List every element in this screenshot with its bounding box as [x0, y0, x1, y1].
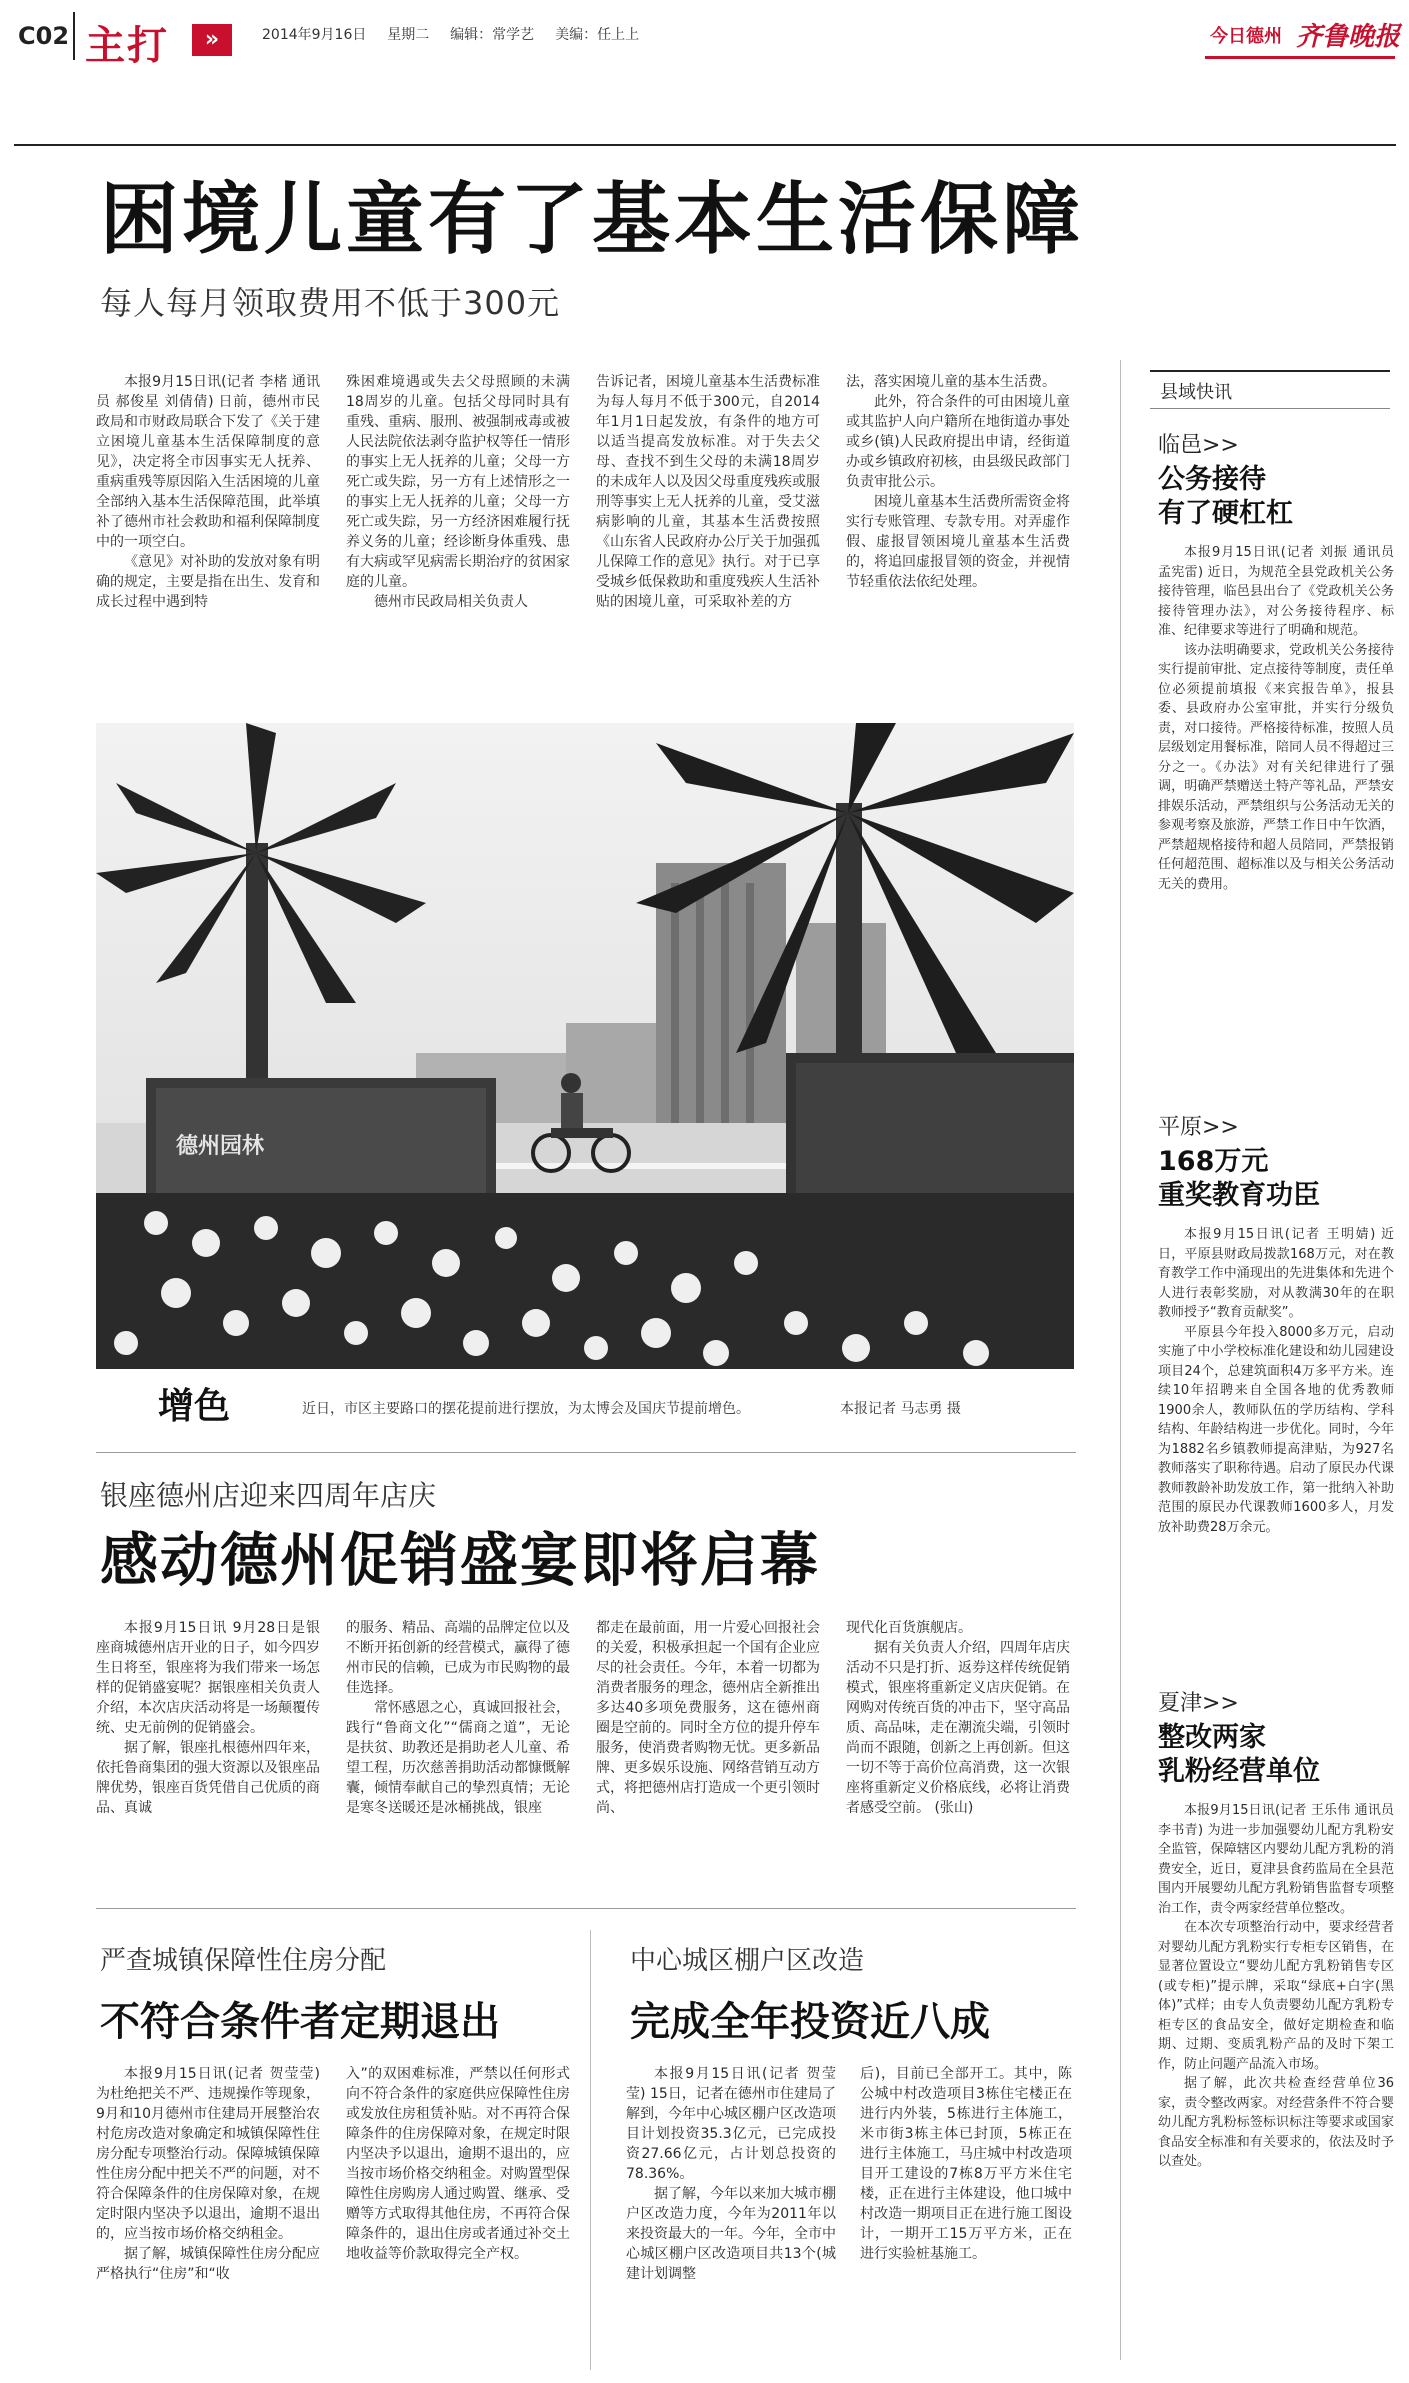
housing-col-1-para: 本报9月15日讯(记者 贺莹莹) 为杜绝把关不严、违规操作等现象，9月和10月德州市住建局开展整治农村危房改造对象确定和城镇保障性住房分配专项整治行动。保障城镇保障性住房分配中把关不严的问题，对不符合保障条件的住房保障对象，在规定时限内坚决予以退出，逾期不退出的，应当按市场价格交纳租金。 — [96, 2066, 320, 2242]
sidebar-item-para: 本报9月15日讯(记者 王乐伟 通讯员 李书青) 为进一步加强婴幼儿配方乳粉安全监管，保障辖区内婴幼儿配方乳粉的消费安全，近日，夏津县食药监局在全县范围内开展婴幼儿配方乳粉销售监督专项整治工作，责令两家经营单位整改。 — [1158, 1803, 1394, 1916]
lead-col-2-para: 殊困难境遇或失去父母照顾的未满18周岁的儿童。包括父母同时具有重残、重病、服刑、被强制戒毒或被人民法院依法剥夺监护权等任一情形的事实上无人抚养的儿童；父母一方死亡或失踪，另一方有上述情形之一的事实上无人抚养的儿童；父母一方死亡或失踪，另一方经济困难履行抚养义务的儿童；经诊断身体重残、患有大病或罕见病需长期治疗的贫困家庭的儿童。 — [346, 374, 570, 590]
header-rule — [14, 144, 1396, 146]
lead-col-1-para: 本报9月15日讯(记者 李楮 通讯员 郝俊星 刘倩倩) 日前，德州市民政局和市财政局联合下发了《关于建立困境儿童基本生活保障制度的意见》，决定将全市因事实无人抚养、重病重残等原因陷入生活困境的儿童全部纳入基本生活保障范围，此举填补了德州市社会救助和福利保障制度中的一项空白。 — [96, 374, 320, 550]
lead-col-2-para: 德州市民政局相关负责人 — [374, 594, 528, 610]
promo-headline: 感动德州促销盛宴即将启幕 — [100, 1526, 821, 1594]
issue-date: 2014年9月16日 — [262, 27, 367, 43]
promo-col-1 — [96, 1618, 320, 1818]
lead-col-3-para: 告诉记者，困境儿童基本生活费标准为每人每月不低于300元，自2014年1月1日起发放，有条件的地方可以适当提高发放标准。对于失去父母、查找不到生父母的未满18周岁的未成年人以及因父母重度残疾或服刑等事实上无人抚养的儿童，受艾滋病影响的儿童，其基本生活费按照《山东省人民政府办公厅关于加强孤儿保障工作的意见》执行。对于已享受城乡低保救助和重度残疾人生活补贴的困境儿童，可采取补差的方 — [596, 374, 820, 610]
housing-col-2 — [346, 2064, 570, 2264]
photo-caption-title: 增色 — [158, 1386, 231, 1427]
sidebar-item-para: 本报9月15日讯(记者 王明婧) 近日，平原县财政局拨款168万元，对在教育教学工作中涌现出的先进集体和先进个人进行表彰奖励，对从教满30年的在职教师授予“教育贡献奖”。 — [1158, 1227, 1394, 1320]
page-header — [0, 0, 1409, 150]
shantytown-col-2 — [860, 2064, 1072, 2264]
page-number: C02 — [18, 22, 70, 50]
section-divider — [96, 1452, 1076, 1453]
paper-logo: 齐鲁晚报 — [1296, 22, 1401, 52]
sidebar-divider — [1120, 360, 1121, 2360]
lead-col-1-para: 《意见》对补助的发放对象有明确的规定，主要是指在出生、发育和成长过程中遇到特 — [96, 554, 320, 610]
sidebar-item-pingyuan — [1158, 1110, 1394, 1537]
header-rule-red — [1205, 56, 1395, 59]
sidebar-label-rule-top — [1150, 370, 1390, 372]
sidebar-item-body — [1158, 543, 1394, 894]
sidebar-item-headline: 有了硬杠杠 — [1158, 498, 1293, 529]
promo-col-1-para: 本报9月15日讯 9月28日是银座商城德州店开业的日子，如今四岁生日将至，银座将为我们带来一场怎样的促销盛宴呢？据银座相关负责人介绍，本次店庆活动将是一场颠覆传统、史无前例的促销盛会。 — [96, 1620, 320, 1736]
sidebar-item-para: 平原县今年投入8000多万元，启动实施了中小学校标准化建设和幼儿园建设项目24个，总建筑面积4万多平方米。连续10年招聘来自全国各地的优秀教师1900余人，教师队伍的学历结构、学科结构、年龄结构进一步优化。同时，今年为1882名乡镇教师提高津贴，为927名教师落实了职称待遇。启动了原民办代课教师教龄补助发放工作，第一批纳入补助范围的原民办代课教师1600多人，月发放补助费28万余元。 — [1158, 1324, 1394, 1535]
sidebar-item-headline: 整改两家 — [1158, 1722, 1266, 1753]
lead-col-2 — [346, 372, 570, 612]
header-divider-vertical — [73, 12, 75, 60]
section-divider — [96, 1908, 1076, 1909]
promo-col-1-para: 据了解，银座扎根德州四年来，依托鲁商集团的强大资源以及银座品牌优势，银座百货凭借自己优质的商品、真诚 — [96, 1740, 320, 1816]
shantytown-headline: 完成全年投资近八成 — [630, 1999, 990, 2045]
sidebar-item-headline: 公务接待 — [1158, 464, 1266, 495]
section-title: 主打 — [85, 23, 169, 69]
lead-col-4-para: 法，落实困境儿童的基本生活费。 — [846, 374, 1056, 390]
housing-col-2-para: 入”的双困难标准，严禁以任何形式向不符合条件的家庭供应保障性住房或发放住房租赁补贴。对不再符合保障条件的住房保障对象，在规定时限内坚决予以退出，逾期不退出的，应当按市场价格交纳租金。对购置型保障性住房购房人通过购置、继承、受赠等方式取得其他住房，不再符合保障条件的，退出住房或者通过补交土地收益等价款取得完全产权。 — [346, 2066, 570, 2262]
shantytown-col-1-para: 本报9月15日讯(记者 贺莹莹) 15日，记者在德州市住建局了解到，今年中心城区棚户区改造项目计划投资35.3亿元，已完成投资27.66亿元，占计划总投资的78.36%。 — [626, 2066, 836, 2182]
news-photo — [96, 723, 1074, 1369]
sidebar-item-body — [1158, 1225, 1394, 1537]
edition-name: 今日德州 — [1210, 26, 1282, 47]
shantytown-col-1 — [626, 2064, 836, 2284]
lead-col-4-para: 困境儿童基本生活费所需资金将实行专账管理、专款专用。对弄虚作假、虚报冒领困境儿童基本生活费的，将追回虚报冒领的资金，并视情节轻重依法依纪处理。 — [846, 494, 1070, 590]
lead-col-4 — [846, 372, 1070, 592]
sidebar-label — [1150, 370, 1390, 410]
sidebar-item-headline: 重奖教育功臣 — [1158, 1180, 1320, 1211]
sidebar-label-rule-bottom — [1150, 408, 1390, 409]
housing-kicker: 严查城镇保障性住房分配 — [100, 1946, 387, 1976]
header-meta — [262, 24, 639, 44]
issue-weekday: 星期二 — [387, 27, 430, 43]
photo-illustration — [96, 723, 1074, 1369]
sidebar-item-body — [1158, 1801, 1394, 2172]
shantytown-kicker: 中心城区棚户区改造 — [630, 1946, 865, 1976]
lead-subheadline: 每人每月领取费用不低于300元 — [100, 284, 561, 322]
planter-sign: 德州园林 — [176, 1134, 265, 1159]
sidebar-item-para: 该办法明确要求，党政机关公务接待实行提前审批、定点接待等制度，责任单位必须提前填报《来宾报告单》，报县委、县政府办公室审批，并实行分级负责，对口接待。严格接待标准，按照人员层级划定用餐标准，陪同人员不得超过三分之一。《办法》对有关纪律进行了强调，明确严禁赠送土特产等礼品，严禁安排娱乐活动，严禁组织与公务活动无关的参观考察及旅游，严禁工作日中午饮酒，严禁超规格接待和超人员陪同，严禁报销任何超范围、超标准以及与相关公务活动无关的费用。 — [1158, 642, 1394, 892]
sidebar-label-text: 县域快讯 — [1160, 382, 1232, 403]
editor-credit: 编辑：常学艺 — [450, 27, 535, 43]
promo-col-2-para: 的服务、精品、高端的品牌定位以及不断开拓创新的经营模式，赢得了德州市民的信赖，已成为市民购物的最佳选择。 — [346, 1620, 570, 1696]
lead-col-4-para: 此外，符合条件的可由困境儿童或其监护人向户籍所在地街道办事处或乡(镇)人民政府提出申请，经街道办或乡镇政府初核，由县级民政部门负责审批公示。 — [846, 394, 1070, 490]
designer-credit: 美编：任上上 — [555, 27, 640, 43]
promo-col-2-para: 常怀感恩之心，真诚回报社会，践行“鲁商文化”“儒商之道”，无论是扶贫、助教还是捐助老人儿童、希望工程，历次慈善捐助活动都慷慨解囊，倾情奉献自己的挚烈真情；无论是寒冬送暖还是冰桶挑战，银座 — [346, 1700, 570, 1816]
photo-caption-text: 近日，市区主要路口的摆花提前进行摆放，为太博会及国庆节提前增色。 — [302, 1401, 750, 1417]
promo-kicker: 银座德州店迎来四周年店庆 — [100, 1479, 437, 1512]
housing-col-1-para: 据了解，城镇保障性住房分配应严格执行“住房”和“收 — [96, 2246, 320, 2282]
column-divider — [590, 1930, 591, 2370]
sidebar-item-headline: 168万元 — [1158, 1146, 1269, 1177]
photo-credit: 本报记者 马志勇 摄 — [840, 1401, 961, 1417]
lead-col-3 — [596, 372, 820, 612]
promo-col-4 — [846, 1618, 1070, 1818]
housing-headline: 不符合条件者定期退出 — [100, 1999, 500, 2045]
promo-col-2 — [346, 1618, 570, 1818]
section-chevron-icon: » — [192, 24, 232, 56]
shantytown-col-2-para: 后)，目前已全部开工。其中，陈公城中村改造项目3栋住宅楼正在进行内外装，5栋进行主体施工，米市街3栋主体已封顶，5栋正在进行主体施工，马庄城中村改造项目开工建设的7栋8万平方米住宅楼，正在进行主体建设，他口城中村改造一期项目正在进行施工图设计，一期开工15万平方米，正在进行实验桩基施工。 — [860, 2066, 1072, 2262]
sidebar-item-linyi — [1158, 428, 1394, 894]
sidebar-item-para: 在本次专项整治行动中，要求经营者对婴幼儿配方乳粉实行专柜专区销售，在显著位置设立“婴幼儿配方乳粉销售专区(或专柜)”提示牌，采取“绿底+白字(黑体)”式样；由专人负责婴幼儿配方乳粉专柜专区的食品安全，做好定期检查和临期、过期、变质乳粉产品的及时下架工作，防止问题产品流入市场。 — [1158, 1920, 1394, 2072]
sidebar-item-place: 夏津>> — [1158, 1691, 1239, 1716]
promo-col-3 — [596, 1618, 820, 1818]
promo-col-4-para: 现代化百货旗舰店。 — [846, 1620, 972, 1636]
lead-headline: 困境儿童有了基本生活保障 — [100, 175, 1085, 265]
lead-col-1 — [96, 372, 320, 612]
sidebar-item-place: 平原>> — [1158, 1115, 1239, 1140]
sidebar-item-para: 据了解，此次共检查经营单位36家，责令整改两家。对经营条件不符合婴幼儿配方乳粉标签标识标注等要求或国家食品安全标准和有关要求的，依法及时予以查处。 — [1158, 2076, 1394, 2169]
promo-col-4-para: 据有关负责人介绍，四周年店庆活动不只是打折、返券这样传统促销模式，银座将重新定义店庆促销。在网购对传统百货的冲击下，坚守高品质、高品味，走在潮流尖端，引领时尚而不跟随，创新之上再创新。但这一切不等于高价位高消费，这一次银座将重新定义价格底线，必将让消费者感受空前。 (张山) — [846, 1640, 1070, 1816]
sidebar-item-place: 临邑>> — [1158, 433, 1239, 458]
sidebar-item-para: 本报9月15日讯(记者 刘振 通讯员 孟宪雷) 近日，为规范全县党政机关公务接待管理，临邑县出台了《党政机关公务接待管理办法》，对公务接待程序、标准、纪律要求等进行了明确和规范。 — [1158, 545, 1394, 638]
sidebar-item-headline: 乳粉经营单位 — [1158, 1756, 1320, 1787]
shantytown-col-1-para: 据了解，今年以来加大城市棚户区改造力度，今年为2011年以来投资最大的一年。今年，全市中心城区棚户区改造项目共13个(城建计划调整 — [626, 2186, 836, 2282]
housing-col-1 — [96, 2064, 320, 2284]
promo-col-3-para: 都走在最前面，用一片爱心回报社会的关爱，积极承担起一个国有企业应尽的社会责任。今年，本着一切都为消费者服务的理念，德州店全新推出多达40多项免费服务，这在德州商圈是空前的。同时全方位的提升停车服务，使消费者购物无忧。更多新品牌、更多娱乐设施、网络营销互动方式，将把德州店打造成一个更引领时尚、 — [596, 1620, 820, 1816]
sidebar-item-xiajin — [1158, 1686, 1394, 2172]
